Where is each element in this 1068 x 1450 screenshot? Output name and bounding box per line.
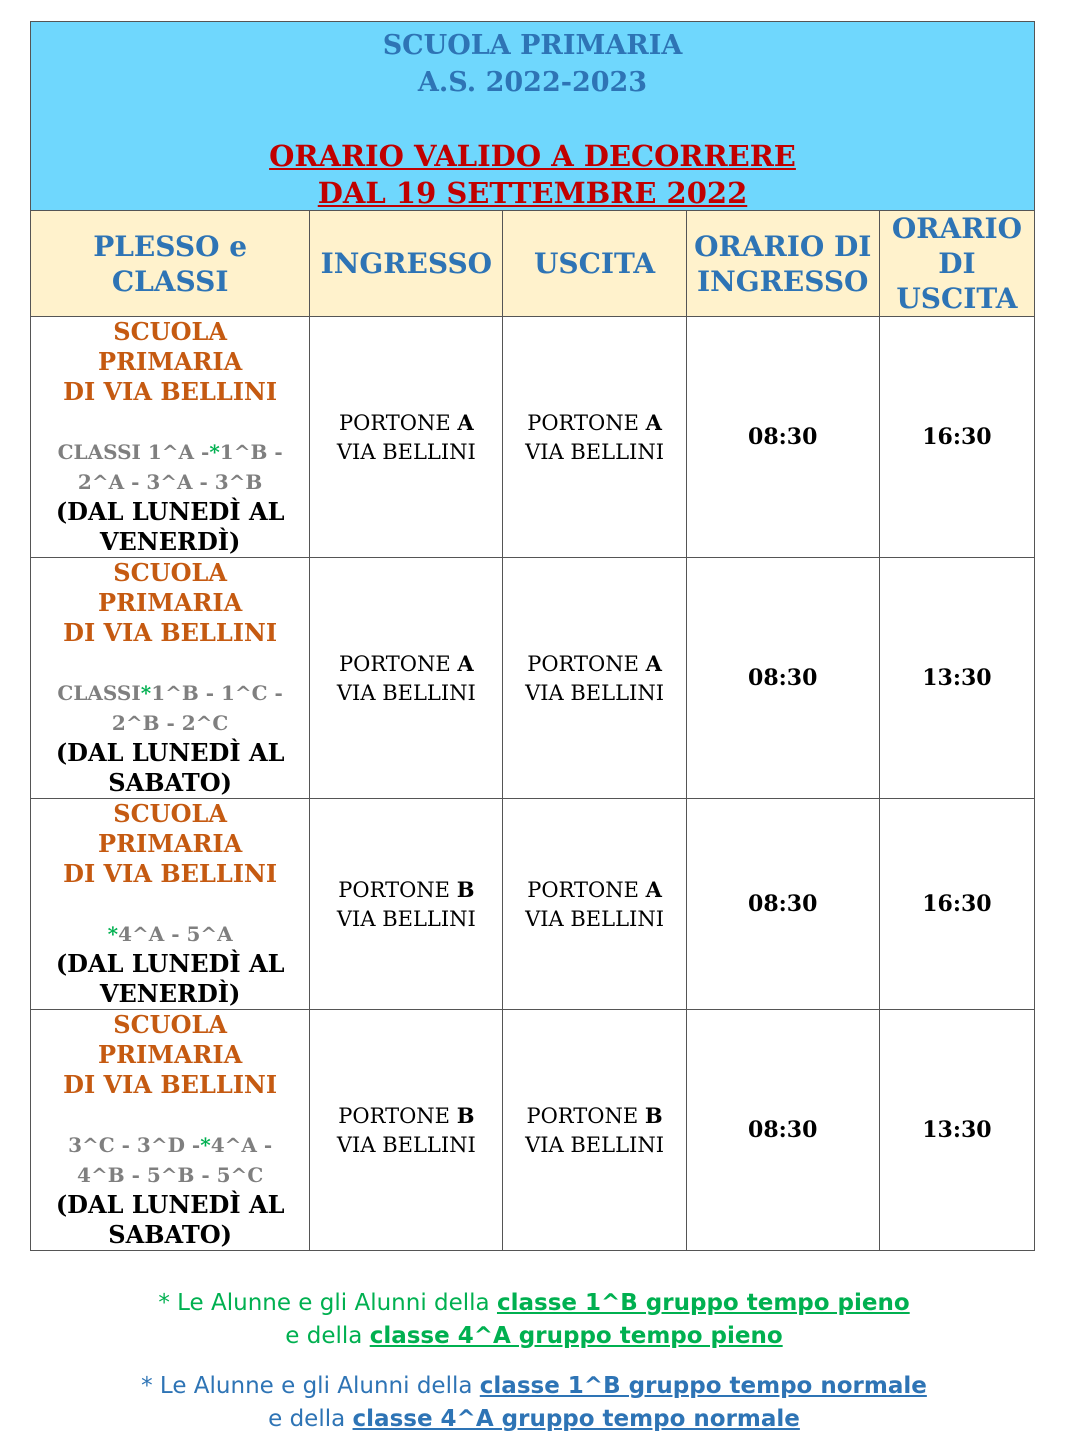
gate-letter: A — [457, 650, 474, 676]
uscita-cell — [503, 1010, 686, 1251]
school-name-line: PRIMARIA — [98, 588, 243, 617]
classes-text: 4^A - — [210, 1133, 273, 1157]
gate-street: VIA BELLINI — [336, 1132, 476, 1157]
school-name-line: PRIMARIA — [98, 347, 243, 376]
classes-list — [31, 1130, 309, 1160]
school-name-line: DI VIA BELLINI — [63, 1070, 278, 1099]
footnote-group-link: classe 1^B gruppo tempo normale — [479, 1373, 927, 1399]
gate-word: PORTONE — [338, 877, 450, 902]
footnote-group-link: classe 4^A gruppo tempo pieno — [369, 1323, 783, 1349]
gate-street: VIA BELLINI — [525, 439, 664, 464]
table-row — [31, 317, 1035, 558]
gate-street: VIA BELLINI — [336, 906, 476, 931]
classes-text: CLASSI — [57, 681, 141, 705]
footnote-intro: Le Alunne e gli Alunni della — [169, 1290, 497, 1316]
school-title: SCUOLA PRIMARIA — [382, 30, 683, 61]
school-year: A.S. 2022-2023 — [417, 67, 648, 98]
classes-text: 1^B - — [219, 440, 283, 464]
header-orario-uscita: ORARIO DI USCITA — [879, 211, 1034, 317]
ingresso-cell — [310, 558, 503, 799]
star-marker: * — [209, 440, 220, 464]
gate-word: PORTONE — [527, 410, 639, 435]
orario-ingresso-cell: 08:30 — [686, 799, 879, 1010]
gate-street: VIA BELLINI — [336, 439, 476, 464]
gate-word: PORTONE — [526, 1103, 639, 1128]
classes-list — [31, 437, 309, 467]
school-name-line: DI VIA BELLINI — [63, 618, 278, 647]
table-row — [31, 1010, 1035, 1251]
school-name-line: SCUOLA — [113, 1010, 228, 1039]
days-label: (DAL LUNEDÌ AL SABATO) — [55, 738, 285, 797]
star-marker: * — [107, 922, 119, 946]
classes-text: 2^B - 2^C — [111, 711, 229, 735]
classes-text: 4^A - 5^A — [118, 922, 233, 946]
days-label: (DAL LUNEDÌ AL VENERDÌ) — [55, 949, 285, 1008]
classes-text: 1^B - 1^C - — [151, 681, 283, 705]
star-marker: * — [200, 1133, 211, 1157]
days-label: (DAL LUNEDÌ AL VENERDÌ) — [55, 497, 285, 556]
classes-list — [31, 919, 309, 949]
school-name-line: DI VIA BELLINI — [63, 859, 278, 888]
gate-word: PORTONE — [339, 410, 451, 435]
gate-street: VIA BELLINI — [336, 680, 476, 705]
school-name-line: SCUOLA — [113, 558, 228, 587]
gate-letter: B — [644, 1102, 663, 1128]
validity-line-2: DAL 19 SETTEMBRE 2022 — [317, 176, 748, 210]
gate-letter: A — [457, 409, 474, 435]
orario-ingresso-cell: 08:30 — [686, 558, 879, 799]
footnote-star: * — [141, 1373, 153, 1399]
gate-letter: A — [645, 650, 662, 676]
header-plesso: PLESSO e CLASSI — [31, 211, 310, 317]
gate-word: PORTONE — [339, 651, 451, 676]
footnote-intro: Le Alunne e gli Alunni della — [152, 1373, 480, 1399]
ingresso-cell — [310, 799, 503, 1010]
ingresso-cell — [310, 1010, 503, 1251]
days-label: (DAL LUNEDÌ AL SABATO) — [55, 1190, 285, 1249]
classes-text: CLASSI 1^A - — [57, 440, 210, 464]
orario-uscita-cell: 16:30 — [879, 799, 1034, 1010]
table-row — [31, 799, 1035, 1010]
uscita-cell — [503, 317, 686, 558]
classes-text: 3^C - 3^D - — [68, 1133, 201, 1157]
gate-letter: A — [645, 409, 662, 435]
uscita-cell — [503, 558, 686, 799]
table-header-row — [31, 211, 1035, 317]
gate-street: VIA BELLINI — [525, 1132, 664, 1157]
header-orario-ingresso: ORARIO DI INGRESSO — [686, 211, 879, 317]
school-name-line: PRIMARIA — [98, 829, 243, 858]
footnote-tempo-pieno — [0, 1287, 1068, 1353]
uscita-cell — [503, 799, 686, 1010]
gate-street: VIA BELLINI — [525, 680, 664, 705]
orario-uscita-cell: 13:30 — [879, 1010, 1034, 1251]
plesso-cell — [31, 1010, 310, 1251]
footnote-conj: e della — [285, 1323, 370, 1349]
school-name-line: SCUOLA — [113, 317, 228, 346]
footnote-group-link: classe 4^A gruppo tempo normale — [352, 1406, 800, 1432]
orario-ingresso-cell: 08:30 — [686, 317, 879, 558]
gate-letter: B — [456, 876, 475, 902]
classes-list — [31, 678, 309, 708]
footnote-star: * — [158, 1290, 170, 1316]
orario-uscita-cell: 13:30 — [879, 558, 1034, 799]
classes-text: 4^B - 5^B - 5^C — [77, 1163, 264, 1187]
gate-word: PORTONE — [338, 1103, 450, 1128]
school-name-line: SCUOLA — [113, 799, 228, 828]
orario-ingresso-cell: 08:30 — [686, 1010, 879, 1251]
title-banner — [30, 21, 1035, 210]
footnote-group-link: classe 1^B gruppo tempo pieno — [496, 1290, 910, 1316]
schedule-document — [30, 21, 1035, 1251]
gate-letter: A — [645, 876, 662, 902]
gate-word: PORTONE — [527, 651, 639, 676]
gate-word: PORTONE — [527, 877, 639, 902]
star-marker: * — [140, 681, 152, 705]
gate-street: VIA BELLINI — [525, 906, 664, 931]
school-name-line: PRIMARIA — [98, 1040, 243, 1069]
header-uscita: USCITA — [503, 211, 686, 317]
plesso-cell — [31, 799, 310, 1010]
header-ingresso: INGRESSO — [310, 211, 503, 317]
gate-letter: B — [456, 1102, 475, 1128]
orario-uscita-cell: 16:30 — [879, 317, 1034, 558]
plesso-cell — [31, 558, 310, 799]
plesso-cell — [31, 317, 310, 558]
classes-text: 2^A - 3^A - 3^B — [77, 470, 263, 494]
footnote-tempo-normale — [0, 1370, 1068, 1436]
schedule-table — [30, 210, 1035, 1251]
ingresso-cell — [310, 317, 503, 558]
validity-line-1: ORARIO VALIDO A DECORRERE — [269, 139, 796, 173]
footnote-conj: e della — [268, 1406, 353, 1432]
school-name-line: DI VIA BELLINI — [63, 377, 278, 406]
table-row — [31, 558, 1035, 799]
